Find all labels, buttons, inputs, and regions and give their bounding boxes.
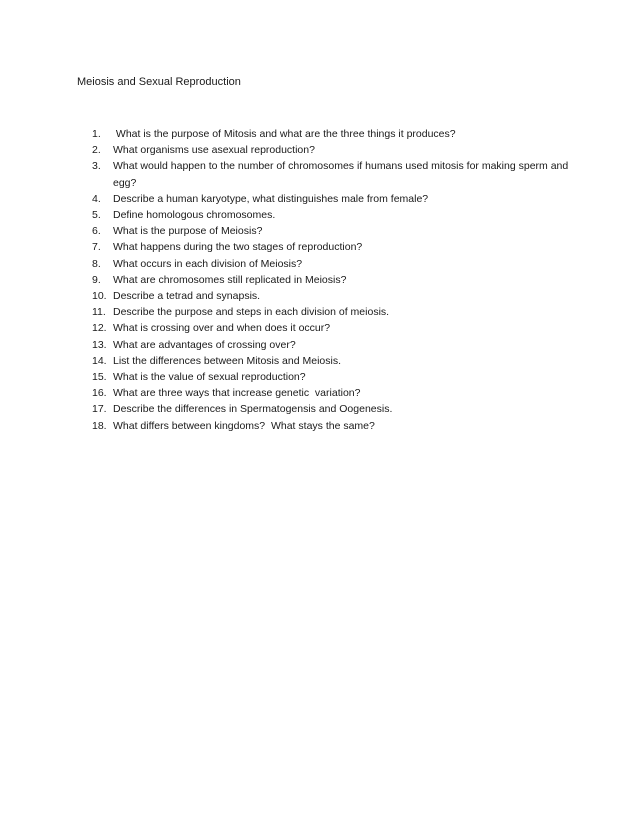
question-number: 7. [92, 241, 101, 254]
question-number: 14. [92, 354, 107, 367]
question-text: What occurs in each division of Meiosis? [113, 257, 303, 270]
question-number: 11. [92, 306, 106, 319]
question-number: 6. [92, 225, 101, 238]
question-item [92, 207, 572, 223]
question-text: List the differences between Mitosis and Meiosis. [113, 354, 342, 367]
question-list [92, 126, 572, 434]
question-text: What is crossing over and when does it occur? [113, 322, 331, 335]
question-item [92, 239, 572, 255]
question-item [92, 401, 572, 417]
question-item [92, 288, 572, 304]
question-item [92, 418, 572, 434]
question-item [92, 272, 572, 288]
question-text: What differs between kingdoms? What stays the same? [113, 419, 375, 432]
question-text: Describe a human karyotype, what distinguishes male from female? [113, 192, 429, 205]
question-text: Define homologous chromosomes. [113, 209, 276, 222]
question-item [92, 337, 572, 353]
question-number: 2. [92, 144, 101, 157]
question-number: 9. [92, 273, 101, 286]
question-text: What are chromosomes still replicated in Meiosis? [113, 273, 347, 286]
question-item [92, 369, 572, 385]
question-item [92, 142, 572, 158]
question-number: 5. [92, 209, 101, 222]
question-number: 12. [92, 322, 107, 335]
question-number: 13. [92, 338, 107, 351]
question-item [92, 191, 572, 207]
question-text: Describe the purpose and steps in each division of meiosis. [113, 306, 390, 319]
question-text: What is the purpose of Mitosis and what are the three things it produces? [113, 128, 456, 140]
question-item [92, 304, 572, 320]
question-item [92, 256, 572, 272]
question-text: What are three ways that increase genetic variation? [113, 387, 361, 400]
question-item [92, 320, 572, 336]
question-item [92, 385, 572, 401]
question-item [92, 353, 572, 369]
question-number: 8. [92, 257, 101, 270]
question-text: What is the value of sexual reproduction? [113, 371, 306, 384]
question-item [92, 126, 572, 142]
question-item [92, 223, 572, 239]
question-number: 10. [92, 290, 107, 303]
question-number: 3. [92, 160, 101, 173]
document-title: Meiosis and Sexual Reproduction [77, 76, 241, 88]
question-text: What are advantages of crossing over? [113, 338, 296, 351]
question-number: 4. [92, 192, 101, 205]
question-text: Describe a tetrad and synapsis. [113, 290, 261, 303]
question-text: What organisms use asexual reproduction? [113, 144, 315, 157]
question-number: 1. [92, 128, 101, 140]
question-item [92, 158, 572, 190]
question-text: Describe the differences in Spermatogensis and Oogenesis. [113, 403, 393, 416]
question-text: What happens during the two stages of reproduction? [113, 241, 363, 254]
question-text: What would happen to the number of chromosomes if humans used mitosis for making sperm and egg? [113, 160, 569, 189]
question-text: What is the purpose of Meiosis? [113, 225, 263, 238]
question-number: 15. [92, 371, 107, 384]
question-number: 17. [92, 403, 107, 416]
question-number: 16. [92, 387, 107, 400]
question-number: 18. [92, 419, 107, 432]
